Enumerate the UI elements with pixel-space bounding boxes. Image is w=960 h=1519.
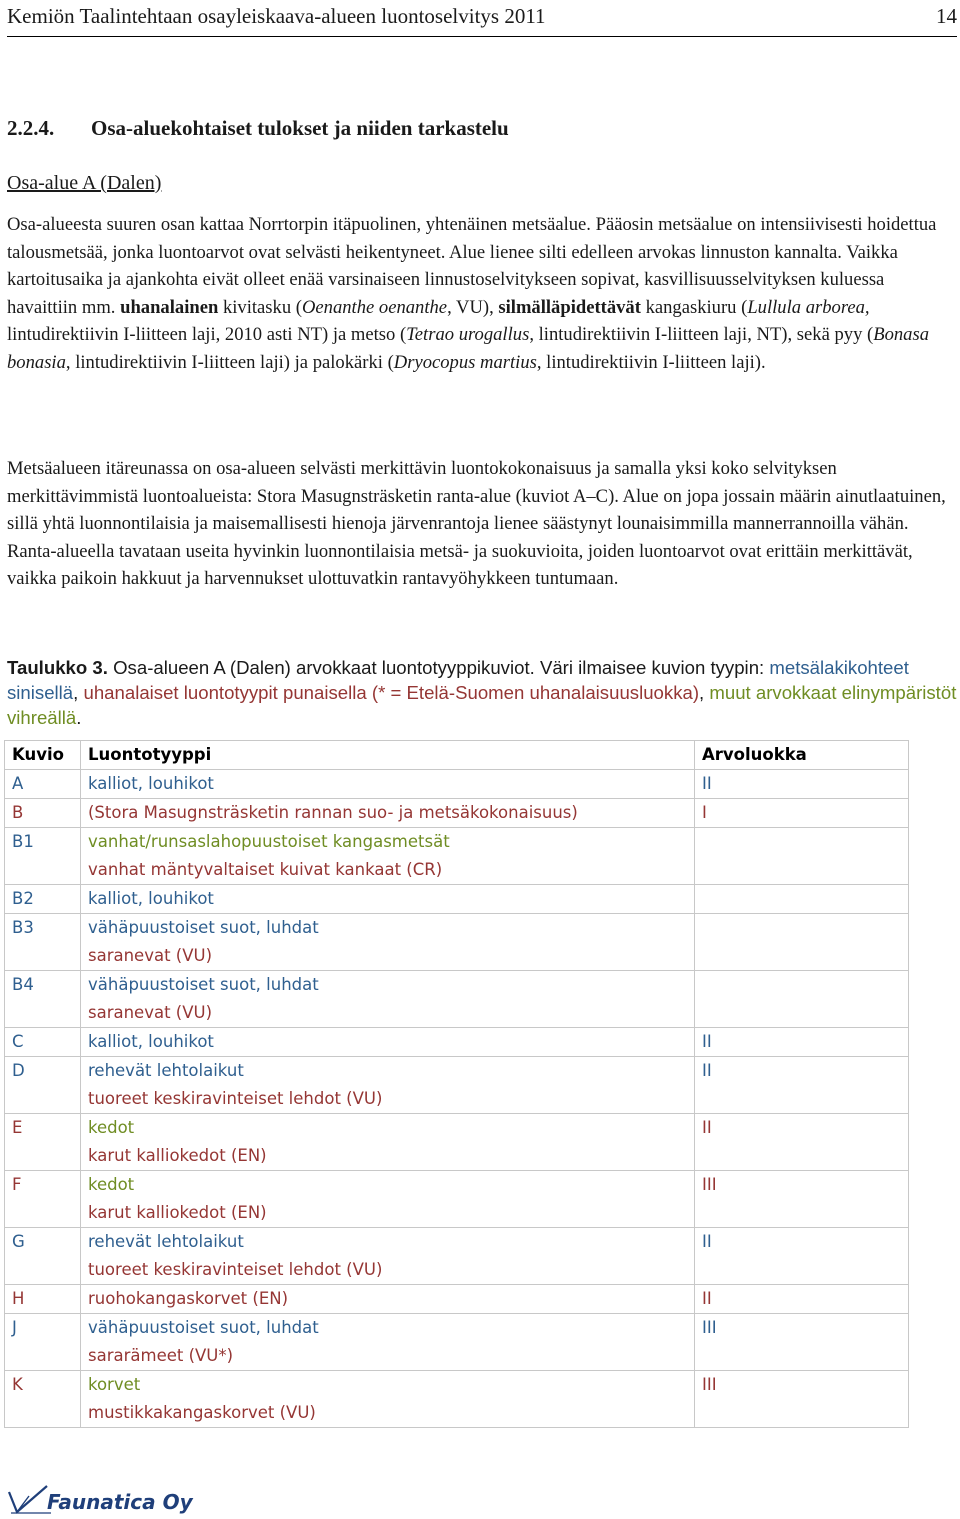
habitat-type-line: vanhat mäntyvaltaiset kuivat kankaat (CR) bbox=[88, 860, 443, 879]
table-header-row bbox=[5, 741, 909, 770]
habitat-type-line: rehevät lehtolaikut bbox=[88, 1061, 244, 1080]
page-number: 14 bbox=[936, 4, 957, 28]
cell-luontotyyppi bbox=[81, 1228, 695, 1285]
table-row bbox=[5, 1285, 909, 1314]
cell-arvoluokka bbox=[695, 914, 909, 971]
species-lullula: Lullula arborea, bbox=[747, 296, 870, 318]
table-row bbox=[5, 885, 909, 914]
caption-legend-blue: metsälakikohteet sinisellä bbox=[7, 657, 909, 703]
cell-luontotyyppi bbox=[81, 885, 695, 914]
term-silmallapidettavat: silmälläpidettävät bbox=[498, 296, 641, 318]
cell-kuvio: A bbox=[5, 770, 81, 799]
cell-arvoluokka: II bbox=[695, 770, 909, 799]
habitat-type-line: saranevat (VU) bbox=[88, 946, 213, 965]
header-arvoluokka: Arvoluokka bbox=[695, 741, 909, 770]
cell-luontotyyppi bbox=[81, 828, 695, 885]
habitat-type-line: vähäpuustoiset suot, luhdat bbox=[88, 1318, 319, 1337]
subsection-heading: Osa-alue A (Dalen) bbox=[7, 172, 162, 194]
logo-text: Faunatica Oy bbox=[47, 1490, 193, 1514]
habitat-type-line: mustikkakangaskorvet (VU) bbox=[88, 1403, 316, 1422]
cell-arvoluokka bbox=[695, 971, 909, 1028]
table-row bbox=[5, 1114, 909, 1171]
table-body bbox=[5, 770, 909, 1428]
table-row bbox=[5, 1371, 909, 1428]
cell-luontotyyppi bbox=[81, 914, 695, 971]
caption-separator: , bbox=[699, 682, 710, 703]
text-fragment: , lintudirektiivin I-liitteen laji, NT), sekä pyy ( bbox=[529, 324, 874, 345]
cell-luontotyyppi bbox=[81, 1028, 695, 1057]
cell-kuvio: B4 bbox=[5, 971, 81, 1028]
cell-arvoluokka: II bbox=[695, 1285, 909, 1314]
habitat-type-line: kalliot, louhikot bbox=[88, 889, 214, 908]
cell-kuvio: B3 bbox=[5, 914, 81, 971]
habitat-type-line: vanhat/runsaslahopuustoiset kangasmetsät bbox=[88, 832, 450, 851]
text-fragment: kangaskiuru ( bbox=[640, 296, 748, 318]
table-row bbox=[5, 914, 909, 971]
faunatica-logo bbox=[7, 1482, 227, 1516]
text-fragment: kivitasku ( bbox=[218, 296, 302, 318]
cell-kuvio: H bbox=[5, 1285, 81, 1314]
table-row bbox=[5, 1228, 909, 1285]
habitat-type-line: sararämeet (VU*) bbox=[88, 1346, 234, 1365]
text-fragment: lintudirektiivin I-liitteen laji, 2010 asti NT) ja metso ( bbox=[7, 324, 407, 345]
cell-kuvio: E bbox=[5, 1114, 81, 1171]
paragraph-lead: Osa-alueesta suuren osan kattaa Norrtorpin itäpuolinen, yhtenäinen metsäalue. Pääosin metsäalue on intensiivisesti hoidettua talousmetsää, jonka luontoarvot ovat selvästi heikentyneet. Alue lienee silti edelleen arvokas linnuston kannalta. Vaikka kartoitusaika ja ajankohta eivät olleet enää varsinaiseen linnustoselvitykseen sopivat, kasvillisuusselvityksen kuluessa havaittiin mm. bbox=[7, 214, 937, 318]
caption-legend-red: uhanalaiset luontotyypit punaisella (* = Etelä-Suomen uhanalaisuusluokka) bbox=[83, 682, 700, 703]
habitat-type-line: kalliot, louhikot bbox=[88, 1032, 214, 1051]
habitat-type-line: ruohokangaskorvet (EN) bbox=[88, 1289, 289, 1308]
section-heading bbox=[7, 116, 509, 141]
cell-kuvio: C bbox=[5, 1028, 81, 1057]
habitat-type-line: vähäpuustoiset suot, luhdat bbox=[88, 975, 319, 994]
cell-arvoluokka: II bbox=[695, 1028, 909, 1057]
cell-luontotyyppi bbox=[81, 770, 695, 799]
caption-separator: , bbox=[73, 682, 84, 703]
table-caption bbox=[7, 655, 957, 730]
table-row bbox=[5, 1314, 909, 1371]
paragraph-forest-area bbox=[7, 211, 957, 376]
cell-arvoluokka bbox=[695, 828, 909, 885]
habitat-type-line: kalliot, louhikot bbox=[88, 774, 214, 793]
habitat-type-line: karut kalliokedot (EN) bbox=[88, 1146, 267, 1165]
habitat-type-line: korvet bbox=[88, 1375, 141, 1394]
cell-luontotyyppi bbox=[81, 1171, 695, 1228]
cell-arvoluokka: II bbox=[695, 1057, 909, 1114]
caption-label: Taulukko 3. bbox=[7, 657, 108, 678]
cell-kuvio: G bbox=[5, 1228, 81, 1285]
cell-kuvio: J bbox=[5, 1314, 81, 1371]
caption-legend-green: muut arvokkaat elinympäristöt vihreällä bbox=[7, 682, 957, 728]
cell-luontotyyppi bbox=[81, 971, 695, 1028]
habitat-type-line: saranevat (VU) bbox=[88, 1003, 213, 1022]
page-header bbox=[7, 0, 957, 37]
species-bonasa: Bonasa bonasia bbox=[7, 324, 929, 373]
caption-text: Osa-alueen A (Dalen) arvokkaat luontotyyppikuviot. Väri ilmaisee kuvion tyypin: bbox=[107, 657, 770, 678]
cell-arvoluokka bbox=[695, 885, 909, 914]
habitat-type-line: kedot bbox=[88, 1118, 135, 1137]
habitat-type-line: kedot bbox=[88, 1175, 135, 1194]
cell-kuvio: D bbox=[5, 1057, 81, 1114]
cell-kuvio: B1 bbox=[5, 828, 81, 885]
table-row bbox=[5, 1057, 909, 1114]
cell-luontotyyppi bbox=[81, 1371, 695, 1428]
document-title: Kemiön Taalintehtaan osayleiskaava-alueen luontoselvitys 2011 bbox=[7, 4, 546, 28]
text-fragment: , lintudirektiivin I-liitteen laji). bbox=[536, 351, 766, 373]
term-uhanalainen: uhanalainen bbox=[120, 296, 219, 318]
habitat-table bbox=[4, 740, 909, 1428]
cell-kuvio: B bbox=[5, 799, 81, 828]
cell-arvoluokka: II bbox=[695, 1228, 909, 1285]
cell-arvoluokka: I bbox=[695, 799, 909, 828]
species-tetrao: Tetrao urogallus bbox=[406, 324, 530, 345]
section-title: Osa-aluekohtaiset tulokset ja niiden tarkastelu bbox=[91, 116, 509, 140]
cell-arvoluokka: II bbox=[695, 1114, 909, 1171]
paragraph-shore-area: Metsäalueen itäreunassa on osa-alueen selvästi merkittävin luontokokonaisuus ja samalla yksi koko selvityksen merkittävimmistä luontoalueista: Stora Masugnsträsketin ranta-alue (kuviot A–C). Alue on jopa jossain määrin ainutlaatuinen, sillä yhtä luonnontilaisia ja maisemallisesti hienoja järvenrantoja lienee säästynyt lounaisimmilla mannerrannoilla vähän. Ranta-alueella tavataan useita hyvinkin luonnontilaisia metsä- ja suokuvioita, joiden luontoarvot ovat erittäin merkittävät, vaikka paikoin hakkuut ja harvennukset ulottuvatkin rantavyöhykkeen tuntumaan. bbox=[7, 458, 946, 589]
text-fragment: , VU), bbox=[447, 296, 499, 318]
section-number: 2.2.4. bbox=[7, 116, 55, 140]
habitat-type-line: tuoreet keskiravinteiset lehdot (VU) bbox=[88, 1089, 383, 1108]
habitat-type-line: (Stora Masugnsträsketin rannan suo- ja metsäkokonaisuus) bbox=[88, 803, 578, 822]
cell-arvoluokka: III bbox=[695, 1371, 909, 1428]
cell-luontotyyppi bbox=[81, 1285, 695, 1314]
cell-luontotyyppi bbox=[81, 1057, 695, 1114]
habitat-type-line: karut kalliokedot (EN) bbox=[88, 1203, 267, 1222]
cell-luontotyyppi bbox=[81, 1114, 695, 1171]
cell-arvoluokka: III bbox=[695, 1314, 909, 1371]
caption-end: . bbox=[76, 707, 82, 728]
species-oenanthe: Oenanthe oenanthe bbox=[301, 296, 448, 318]
table-row bbox=[5, 828, 909, 885]
header-luontotyyppi: Luontotyyppi bbox=[81, 741, 695, 770]
table-row bbox=[5, 799, 909, 828]
cell-arvoluokka: III bbox=[695, 1171, 909, 1228]
cell-kuvio: K bbox=[5, 1371, 81, 1428]
table-row bbox=[5, 971, 909, 1028]
habitat-type-line: vähäpuustoiset suot, luhdat bbox=[88, 918, 319, 937]
species-dryocopus: Dryocopus martius bbox=[393, 351, 537, 373]
text-fragment: , lintudirektiivin I-liitteen laji) ja palokärki ( bbox=[65, 351, 394, 373]
cell-kuvio: F bbox=[5, 1171, 81, 1228]
table-row bbox=[5, 1171, 909, 1228]
header-kuvio: Kuvio bbox=[5, 741, 81, 770]
cell-luontotyyppi bbox=[81, 799, 695, 828]
cell-luontotyyppi bbox=[81, 1314, 695, 1371]
habitat-type-line: rehevät lehtolaikut bbox=[88, 1232, 244, 1251]
habitat-type-line: tuoreet keskiravinteiset lehdot (VU) bbox=[88, 1260, 383, 1279]
cell-kuvio: B2 bbox=[5, 885, 81, 914]
table-row bbox=[5, 770, 909, 799]
table-row bbox=[5, 1028, 909, 1057]
